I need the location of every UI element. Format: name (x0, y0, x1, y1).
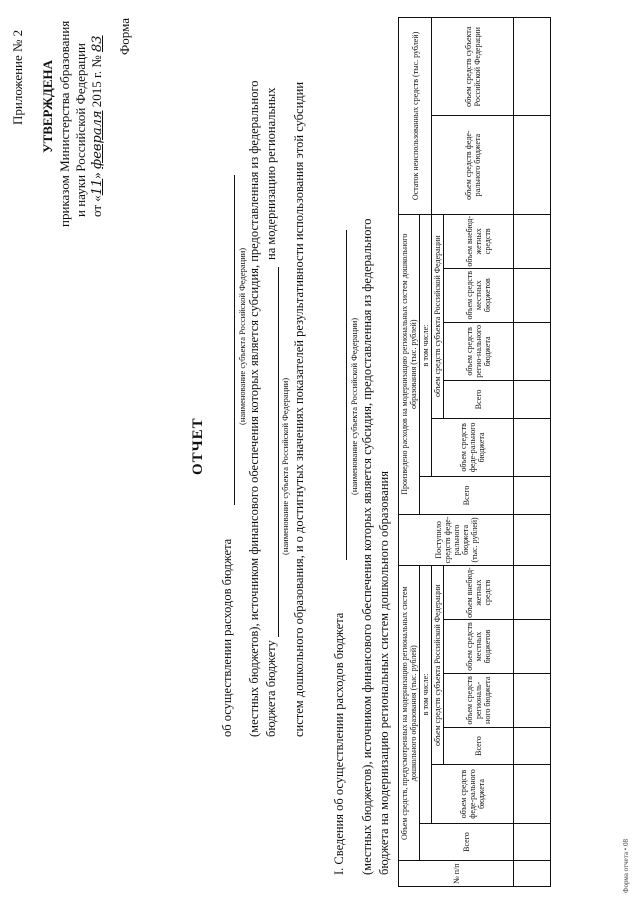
annex-label: Приложение № 2 (10, 29, 25, 125)
section1-underline (346, 230, 347, 560)
order-line-1: приказом Министерства образования (57, 20, 72, 227)
spent-group-header: Произведено расходов на модернизацию региональных систем дошкольного образования (тыс. рублей) (399, 214, 420, 514)
remain-fed-header: объем средств феде-рального бюджета (432, 116, 514, 214)
approved-label: УТВЕРЖДЕНА (40, 59, 55, 153)
order-month: февраля (90, 110, 105, 169)
intro-caption-2: (наименование субъекта Российской Федерации) (280, 377, 290, 555)
spent-incl-header: в том числе: (420, 214, 432, 476)
spent-extra-header: объем внебюд-жетных средств (444, 214, 514, 268)
order-date-mid: » (89, 172, 104, 179)
planned-group-header: Объем средств, предусмотренных на модернизацию региональных систем дошкольного образования (тыс. рублей) (399, 566, 420, 861)
remain-subj-header: объем средств субъекта Российской Федерации (432, 18, 514, 116)
section1-heading: I. Сведения об осуществлении расходов бюджета (332, 612, 346, 875)
table-row (514, 18, 551, 887)
spent-reg-header: объем средств регио-нального бюджета (444, 322, 514, 381)
expenses-table (398, 17, 551, 887)
order-date-line (89, 35, 106, 217)
section1-line-2: (местных бюджетов), источником финансового обеспечения которых является субсидия, предоставленная из федерального (360, 218, 374, 875)
intro-underline-1 (234, 175, 235, 505)
intro-line-3a: бюджета бюджету (264, 640, 278, 737)
planned-extra-header: объем внебюд-жетных средств (444, 566, 514, 620)
planned-subj-total-header: Всего (444, 727, 514, 764)
num-header: № п/п (399, 861, 514, 887)
planned-subj-group-header: объем средств субъекта Российской Федерации (432, 566, 444, 765)
planned-fed-header: объем средств феде-рального бюджета (432, 765, 514, 824)
intro-line-2: (местных бюджетов), источником финансового обеспечения которых является субсидия, предоставленная из федерального (247, 80, 261, 737)
intro-caption-1: (наименование субъекта Российской Федерации) (237, 247, 247, 425)
document-title: ОТЧЕТ (190, 417, 206, 475)
planned-total-header: Всего (420, 823, 514, 860)
order-date-prefix: от « (89, 195, 104, 217)
planned-reg-header: объем средств региональ-ного бюджета (444, 673, 514, 727)
remain-group-header: Остаток неиспользованных средств (тыс. рублей) (399, 18, 432, 215)
order-line-2: и науки Российской Федерации (73, 42, 88, 217)
intro-line-3b: на модернизацию региональных (264, 87, 278, 260)
spent-subj-group-header: объем средств субъекта Российской Федерации (432, 214, 444, 418)
order-number: 83 (90, 35, 105, 52)
spent-total-header: Всего (420, 477, 514, 514)
intro-line-4: систем дошкольного образования, и о достигнутых значениях показателей результативности использования этой субсидии (292, 81, 306, 737)
intro-line-1: об осуществлении расходов бюджета (220, 538, 234, 737)
section1-caption: (наименование субъекта Российской Федерации) (349, 317, 359, 495)
spent-subj-total-header: Всего (444, 381, 514, 418)
section1-line-3: бюджета на модернизацию региональных систем дошкольного образования (377, 471, 391, 875)
intro-underline-2 (278, 267, 279, 637)
form-label: Форма (117, 18, 132, 55)
order-day: 11 (90, 178, 105, 196)
received-header: Поступило средств феде-рального бюджета (тыс. рублей) (399, 514, 514, 566)
spent-local-header: объем средств местных бюджетов (444, 268, 514, 322)
order-year: 2015 г. № (89, 55, 104, 108)
footer-note: Форма отчета • 08 (622, 839, 630, 893)
planned-local-header: объем средств местных бюджетов (444, 620, 514, 674)
spent-fed-header: объем средств феде-рального бюджета (432, 418, 514, 477)
planned-incl-header: в том числе: (420, 566, 432, 824)
